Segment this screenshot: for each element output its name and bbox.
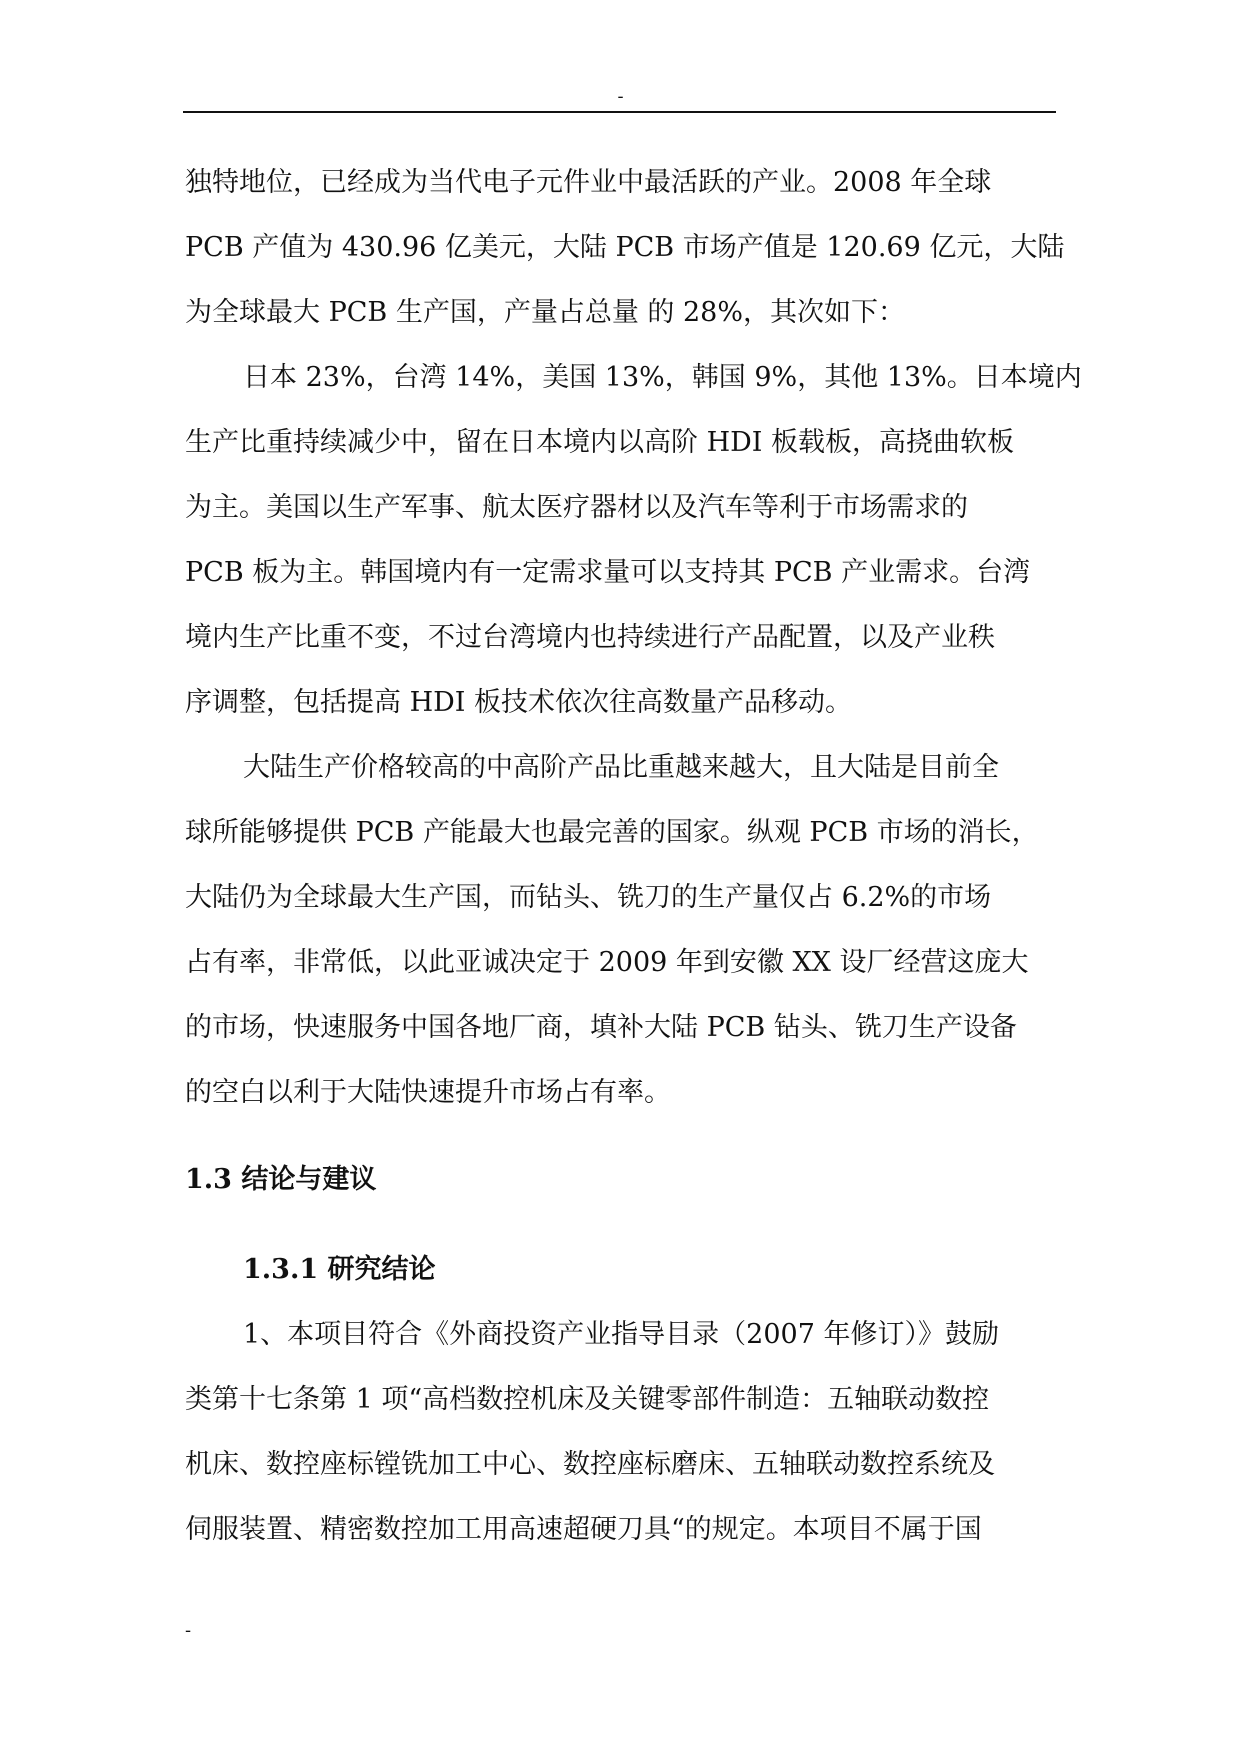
text-line: 类第十七条第 1 项“高档数控机床及关键零部件制造：五轴联动数控 [185,1384,990,1415]
text-line: 伺服装置、精密数控加工用高速超硬刀具“的规定。本项目不属于国 [185,1514,982,1545]
paragraph-3 [185,740,1055,1130]
text-line: 境内生产比重不变，不过台湾境内也持续进行产品配置，以及产业秩 [185,622,995,653]
text-line: 为主。美国以生产军事、航太医疗器材以及汽车等利于市场需求的 [185,492,968,523]
text-line: 大陆生产价格较高的中高阶产品比重越来越大，且大陆是目前全 [243,752,999,783]
paragraph-2 [185,350,1082,740]
text-line: 1、本项目符合《外商投资产业指导目录（2007 年修订）》鼓励 [243,1319,999,1350]
text-line: 序调整，包括提高 HDI 板技术依次往高数量产品移动。 [185,687,853,718]
text-line: 独特地位，已经成为当代电子元件业中最活跃的产业。2008 年全球 [185,167,992,198]
text-line: 的空白以利于大陆快速提升市场占有率。 [185,1077,671,1108]
section-heading: 1.3 结论与建议 [185,1164,377,1195]
footer-mark: - [185,1620,192,1641]
document-body [185,155,1082,1567]
text-line: 的市场，快速服务中国各地厂商，填补大陆 PCB 钻头、铣刀生产设备 [185,1012,1017,1043]
conclusion-paragraph [185,1307,1055,1567]
text-line: 大陆仍为全球最大生产国，而钻头、铣刀的生产量仅占 6.2%的市场 [185,882,992,913]
text-line: PCB 板为主。韩国境内有一定需求量可以支持其 PCB 产业需求。台湾 [185,557,1031,588]
header-rule [183,111,1056,113]
text-line: 机床、数控座标镗铣加工中心、数控座标磨床、五轴联动数控系统及 [185,1449,995,1480]
header-mark: - [617,86,624,107]
text-line: 占有率，非常低，以此亚诚决定于 2009 年到安徽 XX 设厂经营这庞大 [185,947,1029,978]
text-line: 日本 23%，台湾 14%，美国 13%，韩国 9%，其他 13%。日本境内 [243,362,1082,393]
subsection-heading: 1.3.1 研究结论 [243,1254,436,1285]
paragraph-1 [185,155,1065,350]
text-line: PCB 产值为 430.96 亿美元，大陆 PCB 市场产值是 120.69 亿元，大陆 [185,232,1065,263]
text-line: 生产比重持续减少中，留在日本境内以高阶 HDI 板载板，高挠曲软板 [185,427,1015,458]
text-line: 为全球最大 PCB 生产国，产量占总量 的 28%，其次如下： [185,297,906,328]
text-line: 球所能够提供 PCB 产能最大也最完善的国家。纵观 PCB 市场的消长， [185,817,1039,848]
